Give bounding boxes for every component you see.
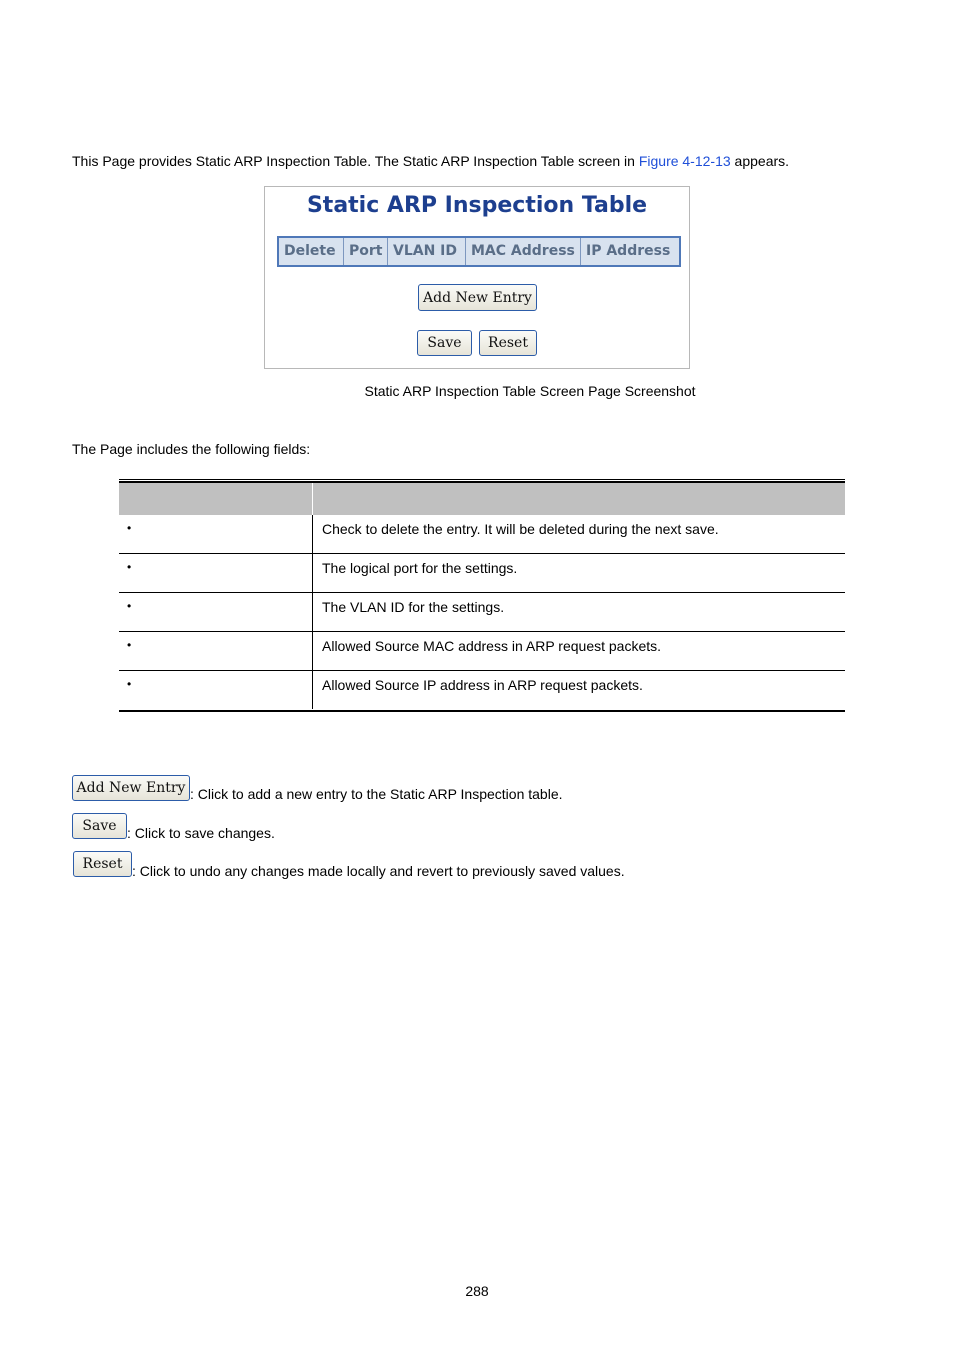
row-description: Allowed Source IP address in ARP request packets. — [322, 677, 643, 693]
fields-intro: The Page includes the following fields: — [72, 441, 311, 457]
table-bottom-rule — [119, 710, 845, 712]
row-description: The VLAN ID for the settings. — [322, 599, 505, 615]
bullet: • — [127, 638, 132, 652]
screenshot-title: Static ARP Inspection Table — [306, 193, 648, 218]
fields-table — [119, 479, 845, 712]
bullet: • — [127, 599, 132, 613]
table-row — [119, 515, 845, 554]
table-row — [119, 632, 845, 671]
save-button-legend[interactable]: Save — [72, 813, 127, 839]
reset-description: : Click to undo any changes made locally and revert to previously saved values. — [132, 863, 625, 879]
arp-table-header — [277, 236, 681, 267]
table-row — [119, 671, 845, 709]
reset-button-legend[interactable]: Reset — [73, 851, 132, 877]
col-delete: Delete — [279, 238, 344, 265]
screenshot-figure — [264, 186, 690, 369]
row-description: Check to delete the entry. It will be deleted during the next save. — [322, 521, 719, 537]
table-row — [119, 593, 845, 632]
header-object-cell — [119, 483, 313, 515]
bullet: • — [127, 677, 132, 691]
add-new-entry-description: : Click to add a new entry to the Static ARP Inspection table. — [190, 786, 563, 802]
col-vlan-id: VLAN ID — [388, 238, 466, 265]
add-new-entry-button-legend[interactable]: Add New Entry — [72, 775, 190, 801]
save-description: : Click to save changes. — [127, 825, 275, 841]
row-description: Allowed Source MAC address in ARP request packets. — [322, 638, 662, 654]
col-mac-address: MAC Address — [466, 238, 581, 265]
intro-text-end: appears. — [730, 153, 790, 169]
figure-caption: Static ARP Inspection Table Screen Page Screenshot — [364, 383, 696, 399]
figure-link[interactable]: Figure 4-12-13 — [638, 153, 731, 169]
table-row — [119, 554, 845, 593]
reset-button[interactable]: Reset — [479, 330, 537, 356]
col-port: Port — [344, 238, 388, 265]
bullet: • — [127, 521, 132, 535]
intro-paragraph — [72, 153, 789, 169]
table-top-rule — [119, 479, 845, 480]
table-header-row — [119, 481, 845, 515]
bullet: • — [127, 560, 132, 574]
col-ip-address: IP Address — [581, 238, 679, 265]
save-button[interactable]: Save — [417, 330, 472, 356]
add-new-entry-button[interactable]: Add New Entry — [418, 284, 537, 311]
row-description: The logical port for the settings. — [322, 560, 518, 576]
page-number: 288 — [465, 1283, 489, 1299]
intro-text: This Page provides Static ARP Inspection Table. The Static ARP Inspection Table screen in — [72, 153, 639, 169]
